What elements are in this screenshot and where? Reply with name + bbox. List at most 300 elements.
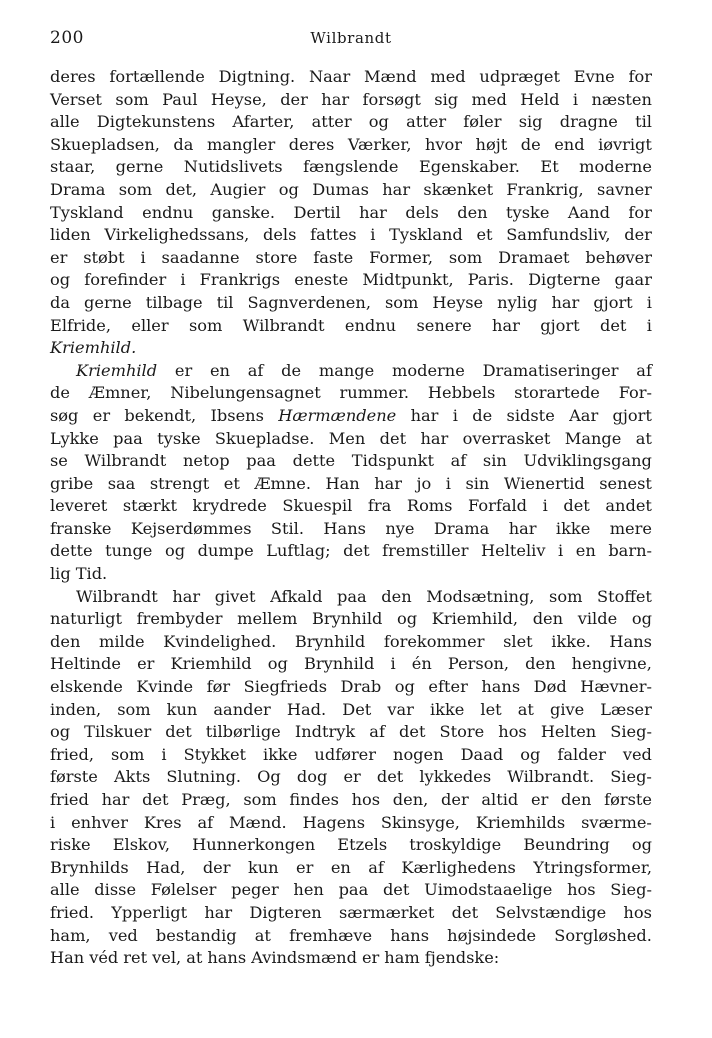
word: der bbox=[280, 89, 308, 109]
word: Frankrig, bbox=[506, 179, 584, 199]
word: Skuepladse. bbox=[214, 428, 315, 448]
word: Evne bbox=[573, 67, 615, 86]
word: paa bbox=[337, 586, 367, 606]
word: vel, bbox=[152, 948, 182, 968]
word: et bbox=[223, 473, 240, 493]
word: de bbox=[472, 405, 493, 425]
word: Drab bbox=[340, 677, 382, 697]
word: Virkelighedssans, bbox=[104, 225, 250, 245]
word: Læser bbox=[600, 699, 652, 719]
word: Afarter, bbox=[232, 112, 295, 132]
word: hen bbox=[293, 880, 324, 900]
word: inden, bbox=[50, 699, 102, 719]
word: leveret bbox=[50, 496, 108, 516]
word: hengivne, bbox=[571, 654, 652, 674]
word: iøvrigt bbox=[598, 134, 652, 154]
word: er bbox=[530, 790, 549, 809]
word: til bbox=[635, 112, 652, 132]
word: Heltinde bbox=[50, 654, 121, 674]
word: naturligt bbox=[50, 609, 122, 629]
word: lig bbox=[50, 564, 71, 584]
word: er bbox=[296, 857, 314, 877]
word: rummer. bbox=[339, 383, 410, 403]
word: dels bbox=[262, 225, 297, 245]
word: udpræget bbox=[479, 67, 560, 86]
word: atter bbox=[406, 112, 447, 132]
word: og bbox=[50, 722, 71, 742]
page-header bbox=[50, 28, 652, 52]
word: Selvstændige bbox=[495, 902, 607, 922]
word: Følelser bbox=[150, 880, 217, 900]
word: i bbox=[161, 744, 167, 764]
word: tunge bbox=[105, 541, 153, 561]
word: af bbox=[197, 812, 214, 832]
word: nye bbox=[385, 518, 415, 538]
word: Skinsyge, bbox=[380, 812, 460, 832]
word: véd bbox=[89, 948, 119, 968]
word: Former, bbox=[369, 247, 433, 267]
word: Ibsens bbox=[210, 405, 264, 425]
word: alle bbox=[50, 112, 80, 132]
word: Hunnerkongen bbox=[192, 835, 316, 855]
word: Nutidslivets bbox=[183, 157, 283, 177]
word: sin bbox=[465, 473, 490, 493]
word: og bbox=[631, 835, 652, 855]
text-line bbox=[50, 947, 652, 970]
text-line bbox=[50, 608, 652, 631]
word: særmærket bbox=[338, 902, 435, 922]
word: i bbox=[452, 405, 458, 425]
word: Lykke bbox=[50, 428, 99, 448]
body-text bbox=[50, 66, 652, 970]
word: som bbox=[384, 292, 419, 312]
word: fremhæve bbox=[289, 925, 373, 945]
word: er bbox=[137, 654, 155, 674]
word: én bbox=[411, 654, 432, 674]
word: andet bbox=[605, 496, 652, 516]
word: Digterne bbox=[528, 270, 601, 290]
word: hos bbox=[498, 722, 527, 742]
word: Det bbox=[342, 699, 372, 719]
word: paa bbox=[113, 428, 143, 448]
word: moderne bbox=[579, 157, 652, 177]
word: af bbox=[369, 722, 385, 742]
word: fremstiller bbox=[382, 541, 469, 561]
word: da bbox=[50, 292, 71, 312]
word: disse bbox=[94, 880, 137, 900]
word: Han bbox=[50, 948, 85, 968]
word: endnu bbox=[344, 315, 397, 335]
word: det bbox=[399, 722, 426, 742]
word: den bbox=[381, 586, 412, 606]
word: Skuepladsen, bbox=[50, 134, 160, 154]
word: for bbox=[628, 67, 652, 86]
word: dels bbox=[405, 202, 439, 222]
word: de bbox=[281, 360, 302, 380]
word: højsindede bbox=[447, 925, 537, 945]
word: føler bbox=[463, 112, 502, 132]
word: Tilskuer bbox=[84, 722, 152, 742]
word: ikke bbox=[429, 699, 465, 719]
text-line bbox=[50, 450, 652, 473]
word: er bbox=[174, 360, 193, 380]
word: findes bbox=[289, 790, 339, 809]
text-line bbox=[50, 676, 652, 699]
word: hans bbox=[390, 925, 430, 945]
word: første bbox=[604, 790, 652, 809]
word: let bbox=[480, 699, 502, 719]
word: Ytringsformer, bbox=[533, 857, 652, 877]
word: den bbox=[532, 609, 564, 629]
word: sig bbox=[434, 89, 459, 109]
word: riske bbox=[50, 835, 91, 855]
text-line bbox=[50, 473, 652, 496]
word: det bbox=[563, 496, 590, 516]
word: til bbox=[216, 292, 234, 312]
word: i bbox=[542, 496, 548, 516]
word: fried, bbox=[50, 744, 94, 764]
word: ved bbox=[622, 744, 652, 764]
text-line bbox=[50, 269, 652, 292]
word: forekommer bbox=[383, 631, 485, 651]
word: Kriemhilds bbox=[475, 812, 566, 832]
word: af bbox=[368, 857, 384, 877]
word: fattes bbox=[310, 225, 357, 245]
word: Aar bbox=[569, 405, 599, 425]
word: skænket bbox=[423, 179, 494, 199]
word: første bbox=[50, 767, 98, 787]
word: elskende bbox=[50, 677, 123, 697]
word: Mange bbox=[564, 428, 622, 448]
word: af bbox=[636, 360, 652, 380]
word: Egenskaber. bbox=[418, 157, 520, 177]
word: nylig bbox=[497, 292, 538, 312]
text-line bbox=[50, 428, 652, 451]
running-title: Wilbrandt bbox=[310, 29, 392, 47]
word: aander bbox=[213, 699, 271, 719]
word: Helteliv bbox=[481, 541, 546, 561]
text-line bbox=[50, 247, 652, 270]
word: Person, bbox=[447, 654, 510, 674]
word: troskyldige bbox=[409, 835, 502, 855]
word: Hebbels bbox=[427, 383, 496, 403]
word: Samfundsliv, bbox=[506, 225, 611, 245]
word: gaar bbox=[614, 270, 652, 290]
word: der bbox=[441, 790, 469, 809]
word: mere bbox=[609, 518, 652, 538]
word: Luftlag; bbox=[266, 541, 331, 561]
word: Avindsmænd bbox=[251, 948, 357, 968]
word: faste bbox=[313, 247, 354, 267]
word: tyske bbox=[506, 202, 550, 222]
word: det bbox=[165, 722, 192, 742]
word: Dertil bbox=[293, 202, 341, 222]
word: Tyskland bbox=[50, 202, 124, 222]
word: eller bbox=[131, 315, 169, 335]
word: Æmne. bbox=[254, 473, 312, 493]
word: den bbox=[50, 631, 81, 651]
text-line bbox=[50, 857, 652, 880]
word: ikke bbox=[263, 744, 298, 764]
word: Wilbrandt bbox=[84, 451, 167, 471]
word: Hans bbox=[323, 518, 366, 538]
word: Stykket bbox=[183, 744, 247, 764]
word: hans bbox=[207, 948, 247, 968]
word: Kriemhild bbox=[76, 360, 158, 380]
word: har bbox=[204, 902, 233, 922]
word: et bbox=[476, 225, 493, 245]
word: det bbox=[379, 428, 407, 448]
word: af bbox=[450, 451, 467, 471]
word: og bbox=[394, 677, 415, 697]
word: kun bbox=[247, 857, 279, 877]
word: har bbox=[508, 518, 537, 538]
word: Paul bbox=[162, 89, 198, 109]
word: Kejserdømmes bbox=[130, 518, 252, 538]
word: dette bbox=[292, 451, 336, 471]
word: Forfald bbox=[468, 496, 528, 516]
word: i bbox=[646, 292, 652, 312]
word: fængslende bbox=[303, 157, 399, 177]
word: saa bbox=[107, 473, 136, 493]
word: Stoffet bbox=[596, 586, 652, 606]
word: liden bbox=[50, 225, 91, 245]
word: har bbox=[101, 790, 130, 809]
word: Elskov, bbox=[112, 835, 170, 855]
word: det bbox=[451, 902, 479, 922]
page-number: 200 bbox=[50, 28, 84, 48]
word: da bbox=[173, 134, 194, 154]
word: Sorgløshed. bbox=[554, 925, 652, 945]
word: søg bbox=[50, 405, 79, 425]
word: savner bbox=[597, 179, 652, 199]
word: Had. bbox=[286, 699, 327, 719]
word: Sieg- bbox=[610, 722, 652, 742]
word: højt bbox=[475, 134, 508, 154]
word: Brynhild bbox=[312, 609, 383, 629]
word: Wilbrandt bbox=[76, 586, 158, 606]
word: Had, bbox=[146, 857, 186, 877]
word: sig bbox=[518, 112, 543, 132]
word: der bbox=[624, 225, 652, 245]
text-line bbox=[50, 879, 652, 902]
word: forsøgt bbox=[362, 89, 421, 109]
word: i bbox=[180, 270, 186, 290]
word: Dramatiseringer bbox=[482, 360, 619, 380]
text-line bbox=[50, 292, 652, 315]
text-line bbox=[50, 789, 652, 812]
word: støbt bbox=[83, 247, 125, 267]
word: Aand bbox=[567, 202, 610, 222]
word: en bbox=[575, 541, 596, 561]
word: før bbox=[206, 677, 231, 697]
word: og bbox=[520, 744, 541, 764]
word: gerne bbox=[115, 157, 164, 177]
word: dette bbox=[50, 541, 93, 561]
word: staar, bbox=[50, 157, 96, 177]
text-line bbox=[50, 902, 652, 925]
word: Præg, bbox=[181, 790, 231, 809]
text-line bbox=[50, 337, 652, 360]
word: milde bbox=[98, 631, 145, 651]
word: Tid. bbox=[75, 564, 108, 584]
word: hvor bbox=[424, 134, 463, 154]
word: storartede bbox=[514, 383, 600, 403]
word: Roms bbox=[406, 496, 453, 516]
word: kun bbox=[166, 699, 198, 719]
word: i bbox=[558, 541, 564, 561]
word: Tyskland bbox=[389, 225, 463, 245]
word: endnu bbox=[142, 202, 194, 222]
word: senest bbox=[599, 473, 652, 493]
word: se bbox=[50, 451, 68, 471]
word: Wilbrandt. bbox=[507, 767, 595, 787]
word: give bbox=[549, 699, 585, 719]
word: den bbox=[525, 654, 556, 674]
word: det bbox=[142, 790, 169, 809]
word: sidste bbox=[506, 405, 555, 425]
word: hos bbox=[351, 790, 381, 809]
text-line bbox=[50, 495, 652, 518]
text-line bbox=[50, 653, 652, 676]
word: at bbox=[254, 925, 271, 945]
word: Kriemhild bbox=[170, 654, 252, 674]
word: franske bbox=[50, 518, 112, 538]
word: det bbox=[599, 315, 627, 335]
word: dog bbox=[296, 767, 328, 787]
word: moderne bbox=[392, 360, 465, 380]
word: Sagnverdenen, bbox=[247, 292, 371, 312]
word: enhver bbox=[71, 812, 128, 832]
word: Hagens bbox=[302, 812, 366, 832]
word: i bbox=[646, 315, 652, 335]
word: var bbox=[387, 699, 414, 719]
text-line bbox=[50, 812, 652, 835]
word: Digteren bbox=[249, 902, 322, 922]
word: som bbox=[188, 315, 223, 335]
word: Helten bbox=[540, 722, 597, 742]
word: Hans bbox=[609, 631, 652, 651]
word: barn- bbox=[608, 541, 652, 561]
word: gribe bbox=[50, 473, 94, 493]
word: som bbox=[243, 790, 277, 809]
word: hos bbox=[623, 902, 652, 922]
word: som bbox=[448, 247, 483, 267]
word: forefinder bbox=[84, 270, 167, 290]
text-line bbox=[50, 631, 652, 654]
word: Drama bbox=[433, 518, 490, 538]
word: Akts bbox=[113, 767, 151, 787]
word: Kres bbox=[143, 812, 182, 832]
word: Han bbox=[325, 473, 360, 493]
text-line bbox=[50, 744, 652, 767]
word: Held bbox=[520, 89, 560, 109]
text-line bbox=[50, 405, 652, 428]
word: og bbox=[50, 270, 71, 290]
word: dragne bbox=[559, 112, 618, 132]
word: peger bbox=[231, 880, 279, 900]
text-line bbox=[50, 156, 652, 179]
word: store bbox=[255, 247, 298, 267]
word: slet bbox=[503, 631, 533, 651]
word: stærkt bbox=[122, 496, 177, 516]
word: Dramaet bbox=[498, 247, 570, 267]
word: at bbox=[517, 699, 534, 719]
word: deres bbox=[288, 134, 335, 154]
word: paa bbox=[338, 880, 369, 900]
word: netop bbox=[182, 451, 230, 471]
word: tilbage bbox=[145, 292, 203, 312]
word: Udviklingsgang bbox=[523, 451, 652, 471]
word: det bbox=[376, 767, 404, 787]
word: atter bbox=[311, 112, 352, 132]
text-line bbox=[50, 89, 652, 112]
word: falder bbox=[557, 744, 606, 764]
word: Kærlighedens bbox=[401, 857, 516, 877]
word: at bbox=[635, 428, 652, 448]
word: ikke bbox=[555, 518, 591, 538]
word: mellem bbox=[237, 609, 298, 629]
word: tilbørlige bbox=[205, 722, 281, 742]
word: og bbox=[278, 179, 299, 199]
word: som bbox=[115, 89, 149, 109]
word: og bbox=[267, 654, 288, 674]
word: Heyse, bbox=[210, 89, 267, 109]
word: Kriemhild, bbox=[431, 609, 519, 629]
word: Slutning. bbox=[166, 767, 242, 787]
word: Beundring bbox=[523, 835, 610, 855]
word: sværme- bbox=[581, 812, 652, 832]
word: saadanne bbox=[161, 247, 240, 267]
word: Dumas bbox=[312, 179, 369, 199]
word: af bbox=[247, 360, 264, 380]
text-line bbox=[50, 315, 652, 338]
text-line bbox=[50, 586, 652, 609]
word: udfører bbox=[314, 744, 377, 764]
word: Sieg- bbox=[610, 767, 652, 787]
word: og bbox=[631, 609, 652, 629]
text-line bbox=[50, 111, 652, 134]
word: har bbox=[359, 202, 387, 222]
word: de bbox=[520, 134, 541, 154]
text-line bbox=[50, 202, 652, 225]
word: Indtryk bbox=[294, 722, 356, 742]
word: Wilbrandt bbox=[242, 315, 325, 335]
text-line bbox=[50, 179, 652, 202]
word: Midtpunkt, bbox=[362, 270, 454, 290]
word: er bbox=[343, 767, 361, 787]
word: nogen bbox=[393, 744, 444, 764]
word: givet bbox=[214, 586, 256, 606]
word: ham bbox=[384, 948, 420, 968]
text-line bbox=[50, 224, 652, 247]
word: Verset bbox=[50, 89, 102, 109]
text-line bbox=[50, 563, 652, 586]
word: er bbox=[361, 948, 380, 968]
word: Et bbox=[540, 157, 559, 177]
text-line bbox=[50, 721, 652, 744]
word: gjort bbox=[540, 315, 580, 335]
word: den, bbox=[392, 790, 429, 809]
word: fried. bbox=[50, 902, 94, 922]
word: har bbox=[492, 315, 520, 335]
word: senere bbox=[416, 315, 472, 335]
word: Modsætning, bbox=[426, 586, 535, 606]
word: at bbox=[186, 948, 203, 968]
word: gjort bbox=[593, 292, 633, 312]
word: efter bbox=[428, 677, 468, 697]
word: hans bbox=[481, 677, 521, 697]
